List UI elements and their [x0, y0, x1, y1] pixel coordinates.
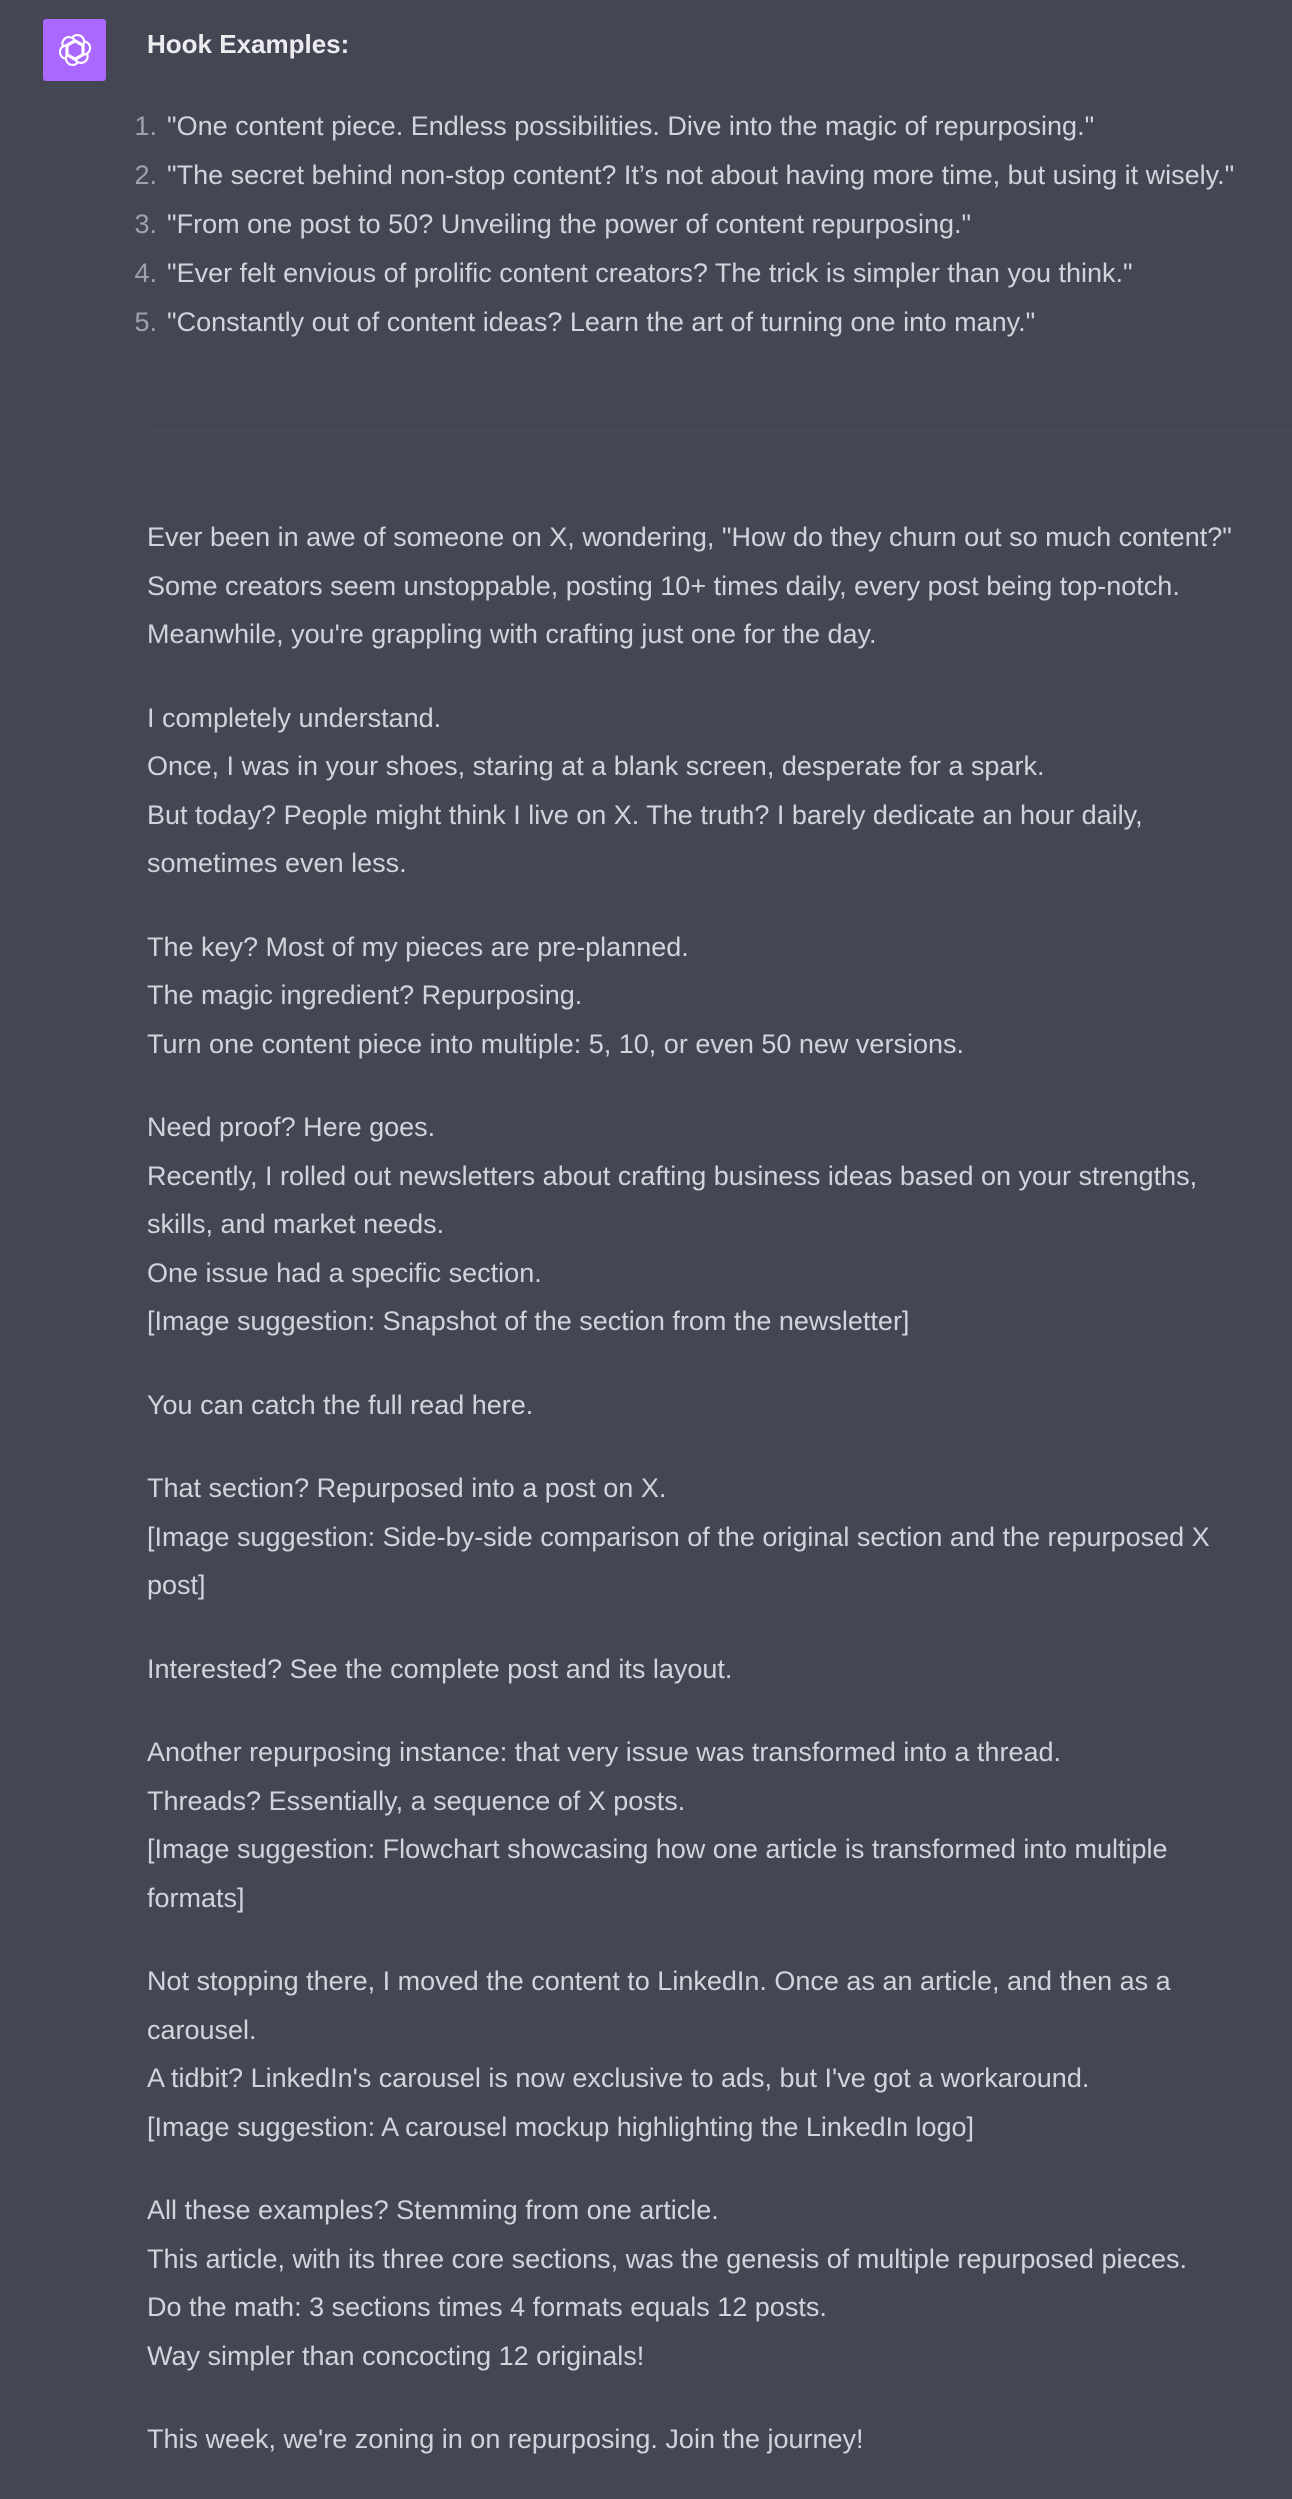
paragraph — [147, 1728, 1272, 1922]
hook-text: "From one post to 50? Unveiling the power of content repurposing." — [167, 209, 972, 239]
paragraph — [147, 2186, 1272, 2380]
hook-number: 5. — [134, 307, 157, 337]
hook-number: 1. — [134, 111, 157, 141]
paragraph-line: [Image suggestion: Snapshot of the section from the newsletter] — [147, 1306, 910, 1336]
paragraph-line: One issue had a specific section. — [147, 1257, 542, 1288]
hook-list-item — [134, 151, 1292, 200]
hook-examples-heading: Hook Examples: — [147, 29, 350, 59]
paragraph-line: sometimes even less. — [147, 848, 407, 878]
hook-examples-list — [134, 102, 1292, 347]
paragraph — [147, 1103, 1272, 1346]
paragraph-line: I completely understand. — [147, 702, 442, 733]
paragraph-line: Way simpler than concocting 12 originals! — [147, 2340, 645, 2371]
paragraph-line: Do the math: 3 sections times 4 formats equals 12 posts. — [147, 2292, 827, 2322]
paragraph-line: Meanwhile, you're grappling with crafting just one for the day. — [147, 619, 877, 649]
paragraph — [147, 923, 1272, 1069]
paragraph-line: A tidbit? LinkedIn's carousel is now exclusive to ads, but I've got a workaround. — [147, 2063, 1090, 2093]
paragraph-line: Threads? Essentially, a sequence of X posts. — [147, 1785, 686, 1816]
paragraph-line: skills, and market needs. — [147, 1209, 445, 1239]
hook-number: 2. — [134, 160, 157, 190]
paragraph — [147, 1645, 1272, 1694]
paragraph-line: Some creators seem unstoppable, posting 10+ times daily, every post being top-notch. — [147, 570, 1180, 601]
hook-text: "Constantly out of content ideas? Learn the art of turning one into many." — [167, 307, 1036, 337]
paragraph-line: Not stopping there, I moved the content to LinkedIn. Once as an article, and then as a — [147, 1966, 1171, 1996]
paragraph-line: Interested? See the complete post and its layout. — [147, 1653, 733, 1684]
paragraph-line: You can catch the full read here. — [147, 1389, 534, 1420]
message-body — [147, 513, 1272, 2499]
paragraph-line: But today? People might think I live on X. The truth? I barely dedicate an hour daily, — [147, 799, 1143, 830]
paragraph — [147, 2415, 1272, 2464]
paragraph-line: Turn one content piece into multiple: 5, 10, or even 50 new versions. — [147, 1028, 964, 1059]
paragraph-line: Recently, I rolled out newsletters about crafting business ideas based on your strengths, — [147, 1160, 1198, 1191]
paragraph-line: post] — [147, 1570, 206, 1600]
paragraph-line: That section? Repurposed into a post on X. — [147, 1473, 667, 1503]
hook-text: "One content piece. Endless possibilities. Dive into the magic of repurposing." — [167, 111, 1095, 141]
hook-list-item — [134, 102, 1292, 151]
hook-text: "Ever felt envious of prolific content creators? The trick is simpler than you think." — [167, 258, 1133, 288]
message-divider — [147, 430, 1292, 431]
paragraph-line: All these examples? Stemming from one article. — [147, 2195, 719, 2225]
hook-text: "The secret behind non-stop content? It’s not about having more time, but using it wisely." — [167, 160, 1235, 190]
paragraph-line: Ever been in awe of someone on X, wondering, "How do they churn out so much content?" — [147, 522, 1232, 552]
paragraph-line: The key? Most of my pieces are pre-planned. — [147, 931, 689, 962]
paragraph-line: The magic ingredient? Repurposing. — [147, 980, 583, 1010]
paragraph-line: Need proof? Here goes. — [147, 1112, 436, 1142]
paragraph-line: This week, we're zoning in on repurposing. Join the journey! — [147, 2424, 864, 2454]
paragraph — [147, 1464, 1272, 1610]
paragraph-line: [Image suggestion: Side-by-side comparison of the original section and the repurposed X — [147, 1521, 1210, 1552]
paragraph-line: This article, with its three core sections, was the genesis of multiple repurposed pieces. — [147, 2243, 1187, 2274]
paragraph-line: Another repurposing instance: that very issue was transformed into a thread. — [147, 1737, 1061, 1767]
paragraph — [147, 1381, 1272, 1430]
paragraph-line: formats] — [147, 1882, 245, 1913]
hook-number: 3. — [134, 209, 157, 239]
paragraph — [147, 694, 1272, 888]
hook-list-item — [134, 249, 1292, 298]
paragraph-line: [Image suggestion: A carousel mockup highlighting the LinkedIn logo] — [147, 2111, 975, 2142]
hook-list-item — [134, 298, 1292, 347]
paragraph — [147, 513, 1272, 659]
hook-list-item — [134, 200, 1292, 249]
assistant-avatar — [43, 19, 106, 81]
paragraph — [147, 1957, 1272, 2151]
hook-number: 4. — [134, 258, 157, 288]
paragraph-line: carousel. — [147, 2014, 257, 2045]
paragraph-line: [Image suggestion: Flowchart showcasing how one article is transformed into multiple — [147, 1834, 1168, 1864]
openai-logo-icon — [56, 31, 94, 69]
paragraph-line: Once, I was in your shoes, staring at a blank screen, desperate for a spark. — [147, 751, 1045, 781]
